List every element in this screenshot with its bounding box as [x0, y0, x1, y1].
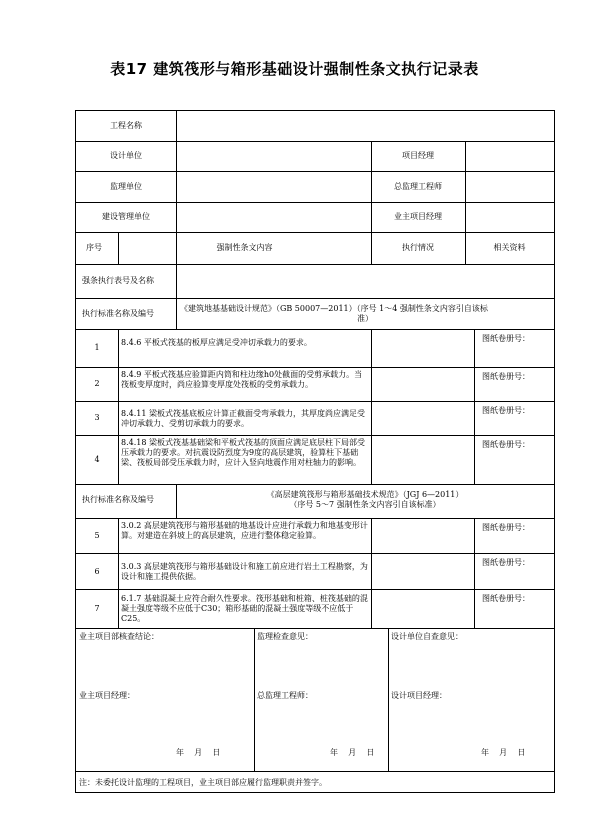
- row-line: [76, 367, 554, 368]
- date-field: 年 月 日: [176, 748, 221, 757]
- row-line: [76, 202, 554, 203]
- row-line: [76, 298, 554, 299]
- standard-1-line1: 《建筑地基基础设计规范》（GB 50007—2011）（序号 1～4 强制性条文内容引自该标: [180, 304, 488, 313]
- owner-project-manager-label: 业主项目经理: [394, 212, 442, 221]
- col-line: [474, 518, 475, 628]
- footnote: 注：未委托设计监理的工程项目，业主项目部应履行监理职责并签字。: [79, 778, 327, 787]
- drawing-volume-label: 图纸卷册号：: [482, 558, 530, 567]
- item-no: 7: [94, 604, 100, 613]
- standard-2-line2: （序号 5～7 强制性条文内容引自该标准）: [289, 500, 441, 509]
- row-line: [76, 484, 554, 485]
- drawing-volume-label: 图纸卷册号：: [482, 440, 530, 449]
- row-line: [76, 553, 554, 554]
- row-line: [76, 771, 554, 772]
- design-manager-sign-label: 设计项目经理：: [391, 691, 447, 700]
- page-title: 表17 建筑筏形与箱形基础设计强制性条文执行记录表: [110, 60, 479, 78]
- col-line: [388, 628, 389, 771]
- item-text: 8.4.6 平板式筏基的板厚应满足受冲切承载力的要求。: [121, 338, 312, 347]
- owner-review-label: 业主项目部核查结论：: [79, 632, 159, 641]
- design-unit-label: 设计单位: [110, 151, 142, 160]
- chief-supervisor-label: 总监理工程师: [394, 182, 442, 191]
- row-line: [76, 435, 554, 436]
- col-line: [254, 628, 255, 771]
- drawing-volume-label: 图纸卷册号：: [482, 334, 530, 343]
- record-form: [75, 110, 555, 793]
- col-line: [371, 329, 372, 484]
- col-line: [176, 111, 177, 298]
- drawing-volume-label: 图纸卷册号：: [482, 406, 530, 415]
- header-status: 执行情况: [402, 243, 434, 252]
- row-line: [76, 401, 554, 402]
- item-no: 3: [94, 413, 100, 422]
- project-name-label: 工程名称: [110, 121, 142, 130]
- chief-supervisor-sign-label: 总监理工程师：: [257, 691, 313, 700]
- owner-manager-sign-label: 业主项目经理：: [79, 691, 135, 700]
- standard-1-line2: 准）: [357, 314, 373, 323]
- header-docs: 相关资料: [493, 243, 526, 252]
- item-text: 8.4.18 梁板式筏基基础梁和平板式筏基的顶面应满足底层柱下局部受压承载力的要求。对抗震设防烈度为9度的高层建筑，验算柱下基础梁、筏板局部受压承载力时，应计入竖向地震作用对柱轴力的影响。: [121, 438, 365, 467]
- drawing-volume-label: 图纸卷册号：: [482, 594, 530, 603]
- construction-mgmt-unit-label: 建设管理单位: [102, 212, 150, 221]
- standard-label: 执行标准名称及编号: [82, 309, 154, 318]
- item-text: 3.0.3 高层建筑筏形与箱形基础设计和施工前应进行岩土工程勘察，为设计和施工提供依据。: [121, 562, 368, 581]
- header-content: 强制性条文内容: [216, 243, 273, 252]
- item-no: 4: [94, 455, 100, 464]
- col-line: [371, 518, 372, 628]
- col-line: [474, 329, 475, 484]
- drawing-volume-label: 图纸卷册号：: [482, 523, 530, 532]
- row-line: [76, 264, 554, 265]
- standard-2-line1: 《高层建筑筏形与箱形基础技术规范》（JGJ 6—2011）: [266, 490, 464, 499]
- item-text: 3.0.2 高层建筑筏形与箱形基础的地基设计应进行承载力和地基变形计算。对建造在斜坡上的高层建筑，应进行整体稳定验算。: [121, 521, 368, 540]
- standard-label: 执行标准名称及编号: [82, 495, 154, 504]
- item-text: 8.4.11 梁板式筏基底板应计算正截面受弯承载力，其厚度尚应满足受冲切承载力、受剪切承载力的要求。: [121, 409, 365, 428]
- col-line: [118, 518, 119, 628]
- project-manager-label: 项目经理: [402, 151, 434, 160]
- supervision-unit-label: 监理单位: [110, 182, 142, 191]
- row-line: [76, 628, 554, 629]
- row-line: [76, 232, 554, 233]
- form-row-label: 强条执行表号及名称: [82, 276, 154, 285]
- item-no: 6: [94, 567, 100, 576]
- row-line: [76, 171, 554, 172]
- row-line: [76, 589, 554, 590]
- row-line: [76, 518, 554, 519]
- header-seq: 序号: [86, 243, 102, 252]
- item-no: 1: [94, 343, 100, 352]
- item-text: 6.1.7 基础混凝土应符合耐久性要求。筏形基础和桩箱、桩筏基础的混凝土强度等级不应低于C30；箱形基础的混凝土强度等级不应低于C25。: [121, 594, 368, 623]
- design-review-label: 设计单位自查意见：: [391, 632, 463, 641]
- item-text: 8.4.9 平板式筏基应验算距内筒和柱边缘h0处截面的受剪承载力。当筏板变厚度时，尚应验算变厚度处筏板的受剪承载力。: [121, 370, 363, 389]
- date-field: 年 月 日: [481, 748, 526, 757]
- supervisor-review-label: 监理检查意见：: [257, 632, 313, 641]
- col-line: [118, 329, 119, 484]
- col-line: [465, 141, 466, 232]
- date-field: 年 月 日: [330, 748, 375, 757]
- item-no: 2: [94, 379, 100, 388]
- row-line: [76, 141, 554, 142]
- item-no: 5: [94, 531, 100, 540]
- row-line: [76, 329, 554, 330]
- drawing-volume-label: 图纸卷册号：: [482, 372, 530, 381]
